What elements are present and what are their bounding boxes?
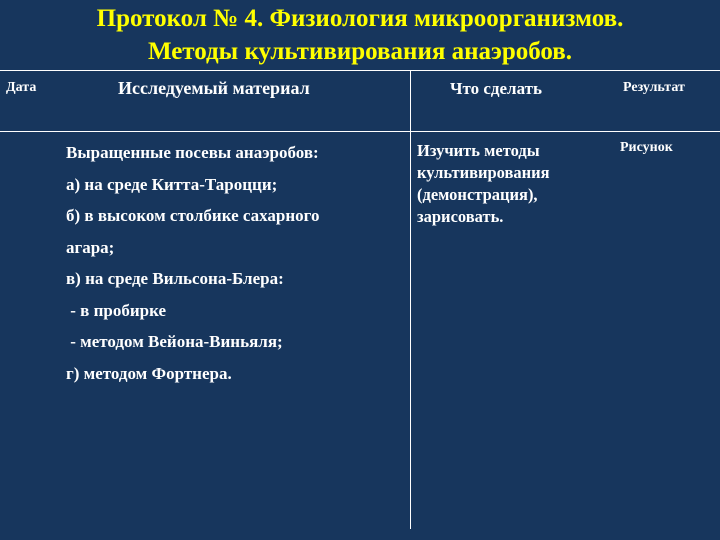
todo-line: зарисовать. [417, 207, 504, 226]
header-material: Исследуемый материал [118, 78, 310, 98]
todo-line: Изучить методы [417, 141, 540, 160]
title-line-2: Методы культивирования анаэробов. [147, 38, 573, 65]
material-line: агара; [66, 237, 115, 257]
todo-line: (демонстрация), [417, 185, 538, 204]
column-divider [410, 71, 411, 529]
material-line: - в пробирке [66, 300, 167, 320]
material-line: - методом Вейона-Виньяля; [66, 332, 283, 351]
page-title [0, 2, 720, 68]
material-line: в) на среде Вильсона-Блера: [66, 269, 284, 288]
material-cell [66, 137, 406, 389]
table-header-divider [0, 131, 720, 132]
header-date: Дата [6, 80, 37, 95]
todo-cell [417, 140, 607, 228]
material-line: а) на среде Китта-Тароцци; [66, 174, 278, 194]
result-cell: Рисунок [620, 140, 673, 155]
material-line: Выращенные посевы анаэробов: [66, 143, 319, 162]
header-result: Результат [623, 80, 685, 95]
material-line: б) в высоком столбике сахарного [66, 206, 320, 225]
title-line-1: Протокол № 4. Физиология микроорганизмов. [96, 5, 624, 32]
todo-line: культивирования [417, 163, 550, 182]
header-todo: Что сделать [450, 79, 542, 98]
material-line: г) методом Фортнера. [66, 363, 232, 383]
table-top-border [0, 70, 720, 71]
